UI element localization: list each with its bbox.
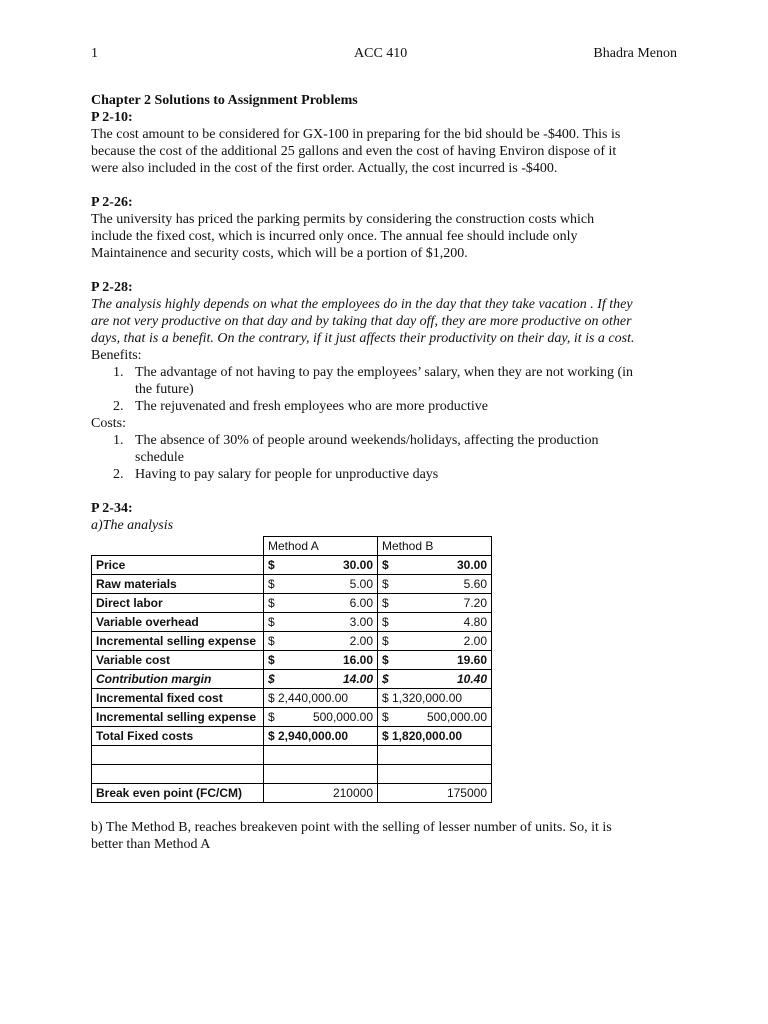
p2-26-text — [91, 211, 677, 262]
document-body — [91, 92, 677, 853]
text-line: The university has priced the parking permits by considering the construction costs which — [91, 212, 595, 227]
text-line: include the fixed cost, which is incurred only once. The annual fee should include only — [91, 229, 578, 244]
table-row: Variable cost $ 16.00 $ 19.60 — [92, 651, 492, 670]
p2-34-heading: P 2-34: — [91, 501, 133, 516]
p2-10-text — [91, 126, 677, 177]
text-line: better than Method A — [91, 837, 211, 852]
table-row: Incremental selling expense $ 2.00 $ 2.00 — [92, 632, 492, 651]
table-row: Variable overhead $ 3.00 $ 4.80 — [92, 613, 492, 632]
p2-28-analysis — [91, 296, 677, 347]
text-line: The cost amount to be considered for GX-100 in preparing for the bid should be -$400. This is — [91, 127, 621, 142]
p2-34-subheading: a)The analysis — [91, 518, 174, 533]
table-row: Direct labor $ 6.00 $ 7.20 — [92, 594, 492, 613]
page-number: 1 — [91, 46, 98, 61]
costs-label: Costs: — [91, 416, 127, 431]
p2-28-heading: P 2-28: — [91, 280, 133, 295]
table-row: Raw materials $ 5.00 $ 5.60 — [92, 575, 492, 594]
list-item: 1. The advantage of not having to pay the employees’ salary, when they are not working (in the future) — [113, 365, 634, 397]
author-name: Bhadra Menon — [593, 46, 677, 61]
text-line: b) The Method B, reaches breakeven point with the selling of lesser number of units. So, it is — [91, 820, 612, 835]
table-row: Contribution margin $ 14.00 $ 10.40 — [92, 670, 492, 689]
table-row: Incremental fixed cost $ 2,440,000.00 $ 1,320,000.00 — [92, 689, 492, 708]
table-row: Total Fixed costs $ 2,940,000.00 $ 1,820,000.00 — [92, 727, 492, 746]
text-line: Maintainence and security costs, which will be a portion of $1,200. — [91, 246, 468, 261]
table-row: Break even point (FC/CM) 210000 175000 — [92, 784, 492, 803]
column-header: Method B — [378, 537, 492, 556]
text-line: days, that is a benefit. On the contrary, if it just affects their productivity on their day, it is a cost. — [91, 331, 635, 346]
costs-list — [91, 432, 677, 483]
table-header-row — [92, 537, 492, 556]
benefits-list — [91, 364, 677, 415]
list-item: 2. Having to pay salary for people for unproductive days — [113, 467, 439, 482]
table-row: Price $ 30.00 $ 30.00 — [92, 556, 492, 575]
analysis-table — [91, 536, 492, 803]
benefits-label: Benefits: — [91, 348, 142, 363]
chapter-title: Chapter 2 Solutions to Assignment Problems — [91, 93, 358, 108]
list-item: 1. The absence of 30% of people around weekends/holidays, affecting the production schedule — [113, 433, 599, 465]
text-line: are not very productive on that day and by taking that day off, they are more productive on other — [91, 314, 632, 329]
p2-10-heading: P 2-10: — [91, 110, 133, 125]
course-code: ACC 410 — [354, 46, 408, 61]
text-line: The analysis highly depends on what the employees do in the day that they take vacation . If they — [91, 297, 633, 312]
p2-26-heading: P 2-26: — [91, 195, 133, 210]
list-item: 2. The rejuvenated and fresh employees who are more productive — [113, 399, 488, 414]
p2-34-conclusion — [91, 819, 677, 853]
column-header: Method A — [264, 537, 378, 556]
text-line: because the cost of the additional 25 gallons and even the cost of having Environ dispose of it — [91, 144, 617, 159]
table-row-empty — [92, 746, 492, 765]
text-line: were also included in the cost of the first order. Actually, the cost incurred is -$400. — [91, 161, 558, 176]
table-row-empty — [92, 765, 492, 784]
table-row: Incremental selling expense $ 500,000.00 $ 500,000.00 — [92, 708, 492, 727]
